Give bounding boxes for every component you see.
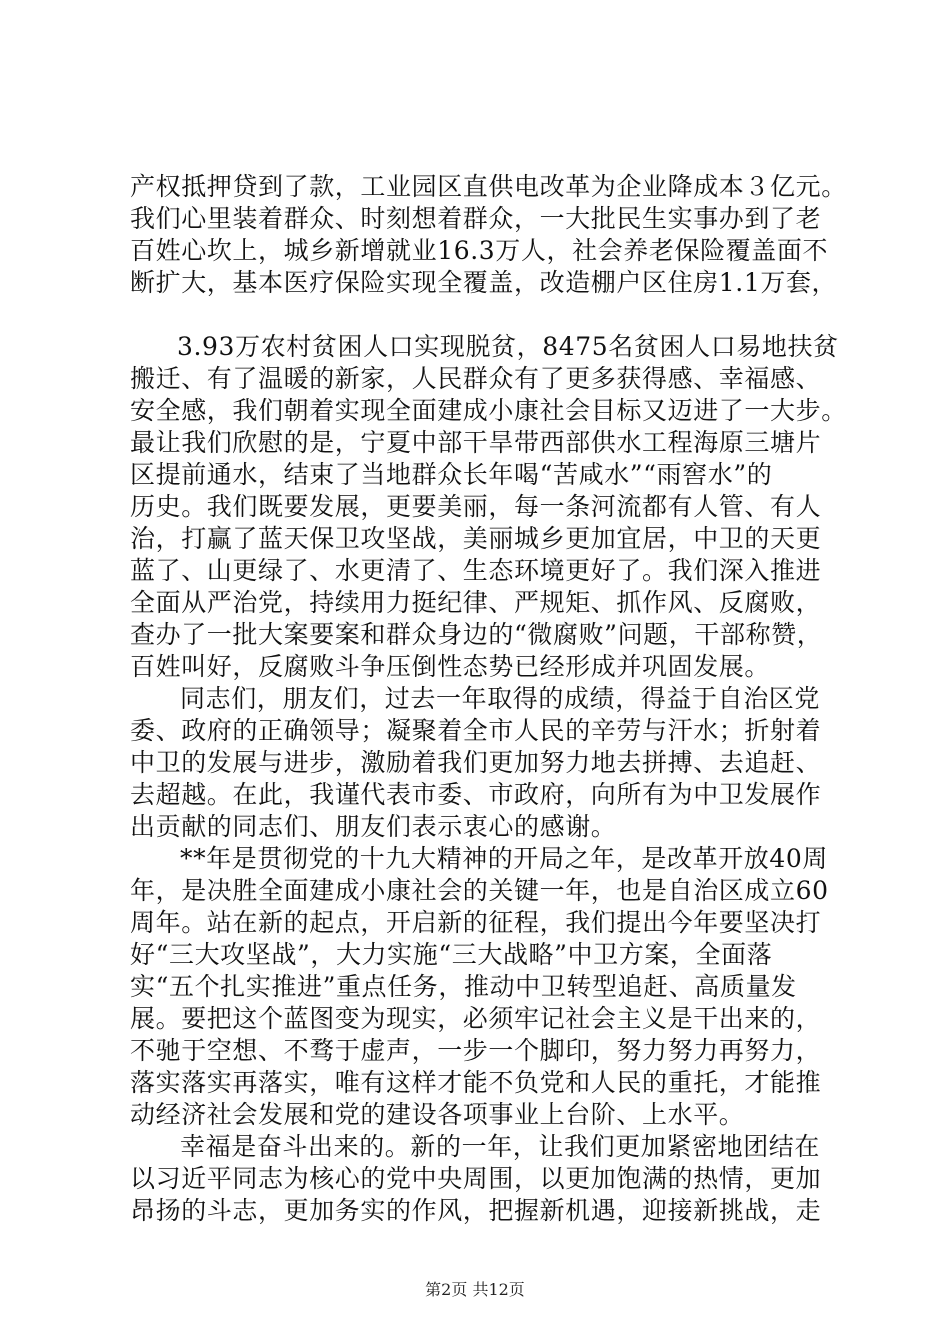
text-line: 区提前通水，结束了当地群众长年喝“苦咸水”“雨窖水”的	[130, 460, 773, 489]
paragraph-start-line: **年是贯彻党的十九大精神的开局之年，是改革开放40周	[180, 844, 829, 873]
text-line: 展。要把这个蓝图变为现实，必须牢记社会主义是干出来的，	[130, 1004, 822, 1033]
text-line: 不驰于空想、不骛于虚声，一步一个脚印，努力努力再努力，	[130, 1036, 822, 1065]
text-line: 以习近平同志为核心的党中央周围，以更加饱满的热情，更加	[130, 1164, 822, 1193]
paragraph-start-line: 3.93万农村贫困人口实现脱贫，8475名贫困人口易地扶贫	[177, 332, 839, 361]
paragraph-start-line: 同志们，朋友们，过去一年取得的成绩，得益于自治区党	[180, 684, 821, 713]
text-line: 全面从严治党，持续用力挺纪律、严规矩、抓作风、反腐败，	[130, 588, 822, 617]
text-line: 动经济社会发展和党的建设各项事业上台阶、上水平。	[130, 1100, 745, 1129]
page-footer: 第2页 共12页	[425, 1280, 525, 1299]
text-line: 实“五个扎实推进”重点任务，推动中卫转型追赶、高质量发	[130, 972, 797, 1001]
paragraph-start-line: 幸福是奋斗出来的。新的一年，让我们更加紧密地团结在	[180, 1132, 821, 1161]
text-line: 安全感，我们朝着实现全面建成小康社会目标又迈进了一大步。	[130, 396, 847, 425]
text-line: 查办了一批大案要案和群众身边的“微腐败”问题，干部称赞，	[130, 620, 823, 649]
text-line: 中卫的发展与进步，激励着我们更加努力地去拼搏、去追赶、	[130, 748, 822, 777]
text-line: 周年。站在新的起点，开启新的征程，我们提出今年要坚决打	[130, 908, 822, 937]
text-line: 治，打赢了蓝天保卫攻坚战，美丽城乡更加宜居，中卫的天更	[130, 524, 822, 553]
text-line: 委、政府的正确领导；凝聚着全市人民的辛劳与汗水；折射着	[130, 716, 822, 745]
text-line: 好“三大攻坚战”，大力实施“三大战略”中卫方案，全面落	[130, 940, 773, 969]
text-line: 落实落实再落实，唯有这样才能不负党和人民的重托，才能推	[130, 1068, 822, 1097]
text-line: 百姓心坎上，城乡新增就业16.3万人，社会养老保险覆盖面不	[130, 236, 829, 265]
text-line: 我们心里装着群众、时刻想着群众，一大批民生实事办到了老	[130, 204, 822, 233]
text-line: 年，是决胜全面建成小康社会的关键一年，也是自治区成立60	[130, 876, 829, 905]
text-line: 昂扬的斗志，更加务实的作风，把握新机遇，迎接新挑战，走	[130, 1196, 822, 1225]
text-line: 出贡献的同志们、朋友们表示衷心的感谢。	[130, 812, 617, 841]
text-line: 最让我们欣慰的是，宁夏中部干旱带西部供水工程海原三塘片	[130, 428, 822, 457]
text-line: 去超越。在此，我谨代表市委、市政府，向所有为中卫发展作	[130, 780, 822, 809]
text-line: 百姓叫好，反腐败斗争压倒性态势已经形成并巩固发展。	[130, 652, 771, 681]
text-line: 蓝了、山更绿了、水更清了、生态环境更好了。我们深入推进	[130, 556, 822, 585]
text-line: 历史。我们既要发展，更要美丽，每一条河流都有人管、有人	[130, 492, 822, 521]
text-line: 断扩大，基本医疗保险实现全覆盖，改造棚户区住房1.1万套，	[130, 268, 838, 297]
text-line: 搬迁、有了温暖的新家，人民群众有了更多获得感、幸福感、	[130, 364, 822, 393]
text-line: 产权抵押贷到了款，工业园区直供电改革为企业降成本３亿元。	[130, 172, 847, 201]
